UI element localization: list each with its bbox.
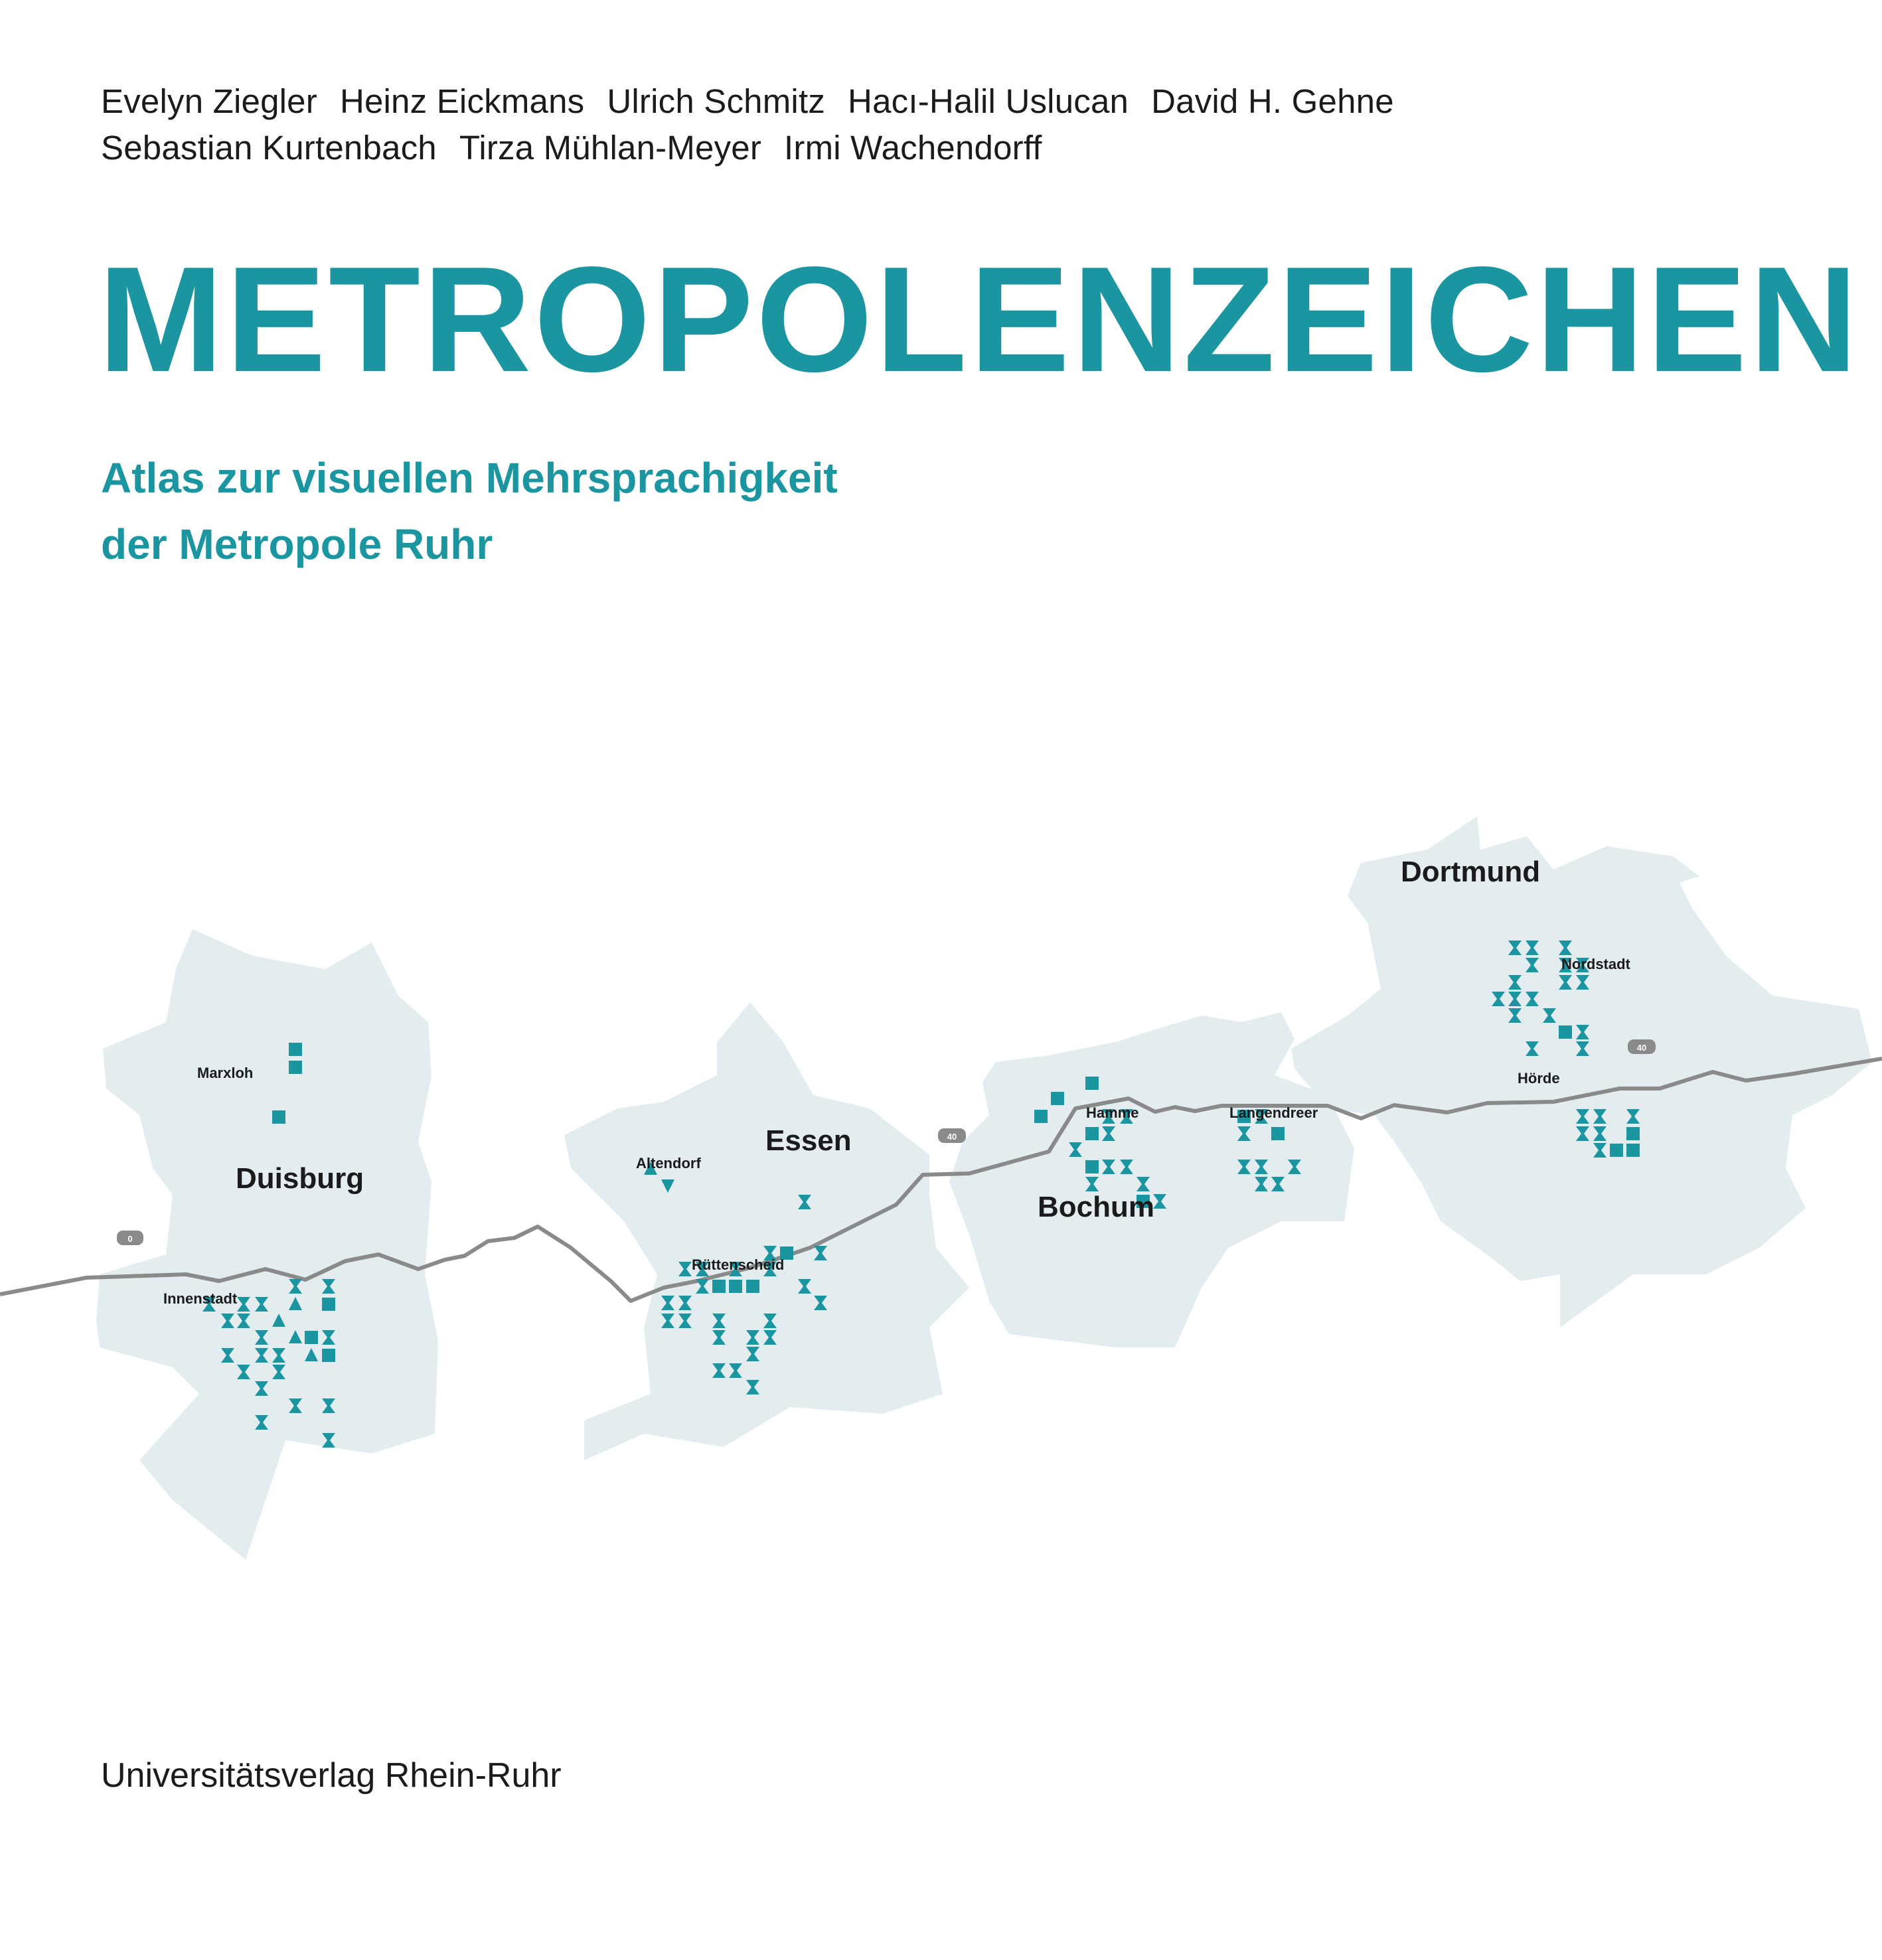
square-marker [1626,1144,1640,1157]
region-essen [564,1002,969,1460]
square-marker [322,1349,335,1362]
author-name: Heinz Eickmans [339,82,585,120]
district-label-ruettenscheid: Rüttenscheid [692,1256,785,1273]
city-label-dortmund: Dortmund [1401,856,1541,888]
author-name: Sebastian Kurtenbach [101,129,437,167]
author-name: Hacı-Halil Uslucan [848,82,1129,120]
district-label-innenstadt: Innenstadt [163,1290,238,1307]
square-marker [305,1331,318,1344]
square-marker [1626,1127,1640,1140]
square-marker [746,1280,759,1293]
svg-text:0: 0 [127,1234,133,1244]
svg-text:40: 40 [1636,1043,1647,1053]
district-label-marxloh: Marxloh [197,1065,254,1081]
region-duisburg [96,929,438,1560]
square-marker [1271,1127,1285,1140]
square-marker [729,1280,742,1293]
author-name: Evelyn Ziegler [101,82,317,120]
ruhr-map [0,796,1882,1593]
author-line-1 [101,78,1417,125]
square-marker [289,1061,302,1074]
square-marker [1034,1110,1048,1123]
district-label-hamme: Hamme [1086,1104,1139,1121]
book-title: METROPOLENZEICHEN [98,235,1861,403]
author-name: Irmi Wachendorff [784,129,1042,167]
city-label-bochum: Bochum [1038,1191,1154,1223]
subtitle-line-2: der Metropole Ruhr [101,520,493,568]
subtitle-line-1: Atlas zur visuellen Mehrsprachigkeit [101,454,838,502]
square-marker [712,1280,726,1293]
author-list [101,78,1417,171]
district-label-langendreer: Langendreer [1229,1104,1318,1121]
region-dortmund [1291,816,1872,1327]
author-name: David H. Gehne [1151,82,1394,120]
author-line-2 [101,125,1417,171]
svg-text:40: 40 [947,1132,957,1142]
road-badge [117,1231,143,1245]
city-label-essen: Essen [765,1124,852,1157]
district-label-altendorf: Altendorf [636,1155,701,1171]
book-subtitle [101,445,838,577]
author-name: Tirza Mühlan-Meyer [459,129,762,167]
city-label-duisburg: Duisburg [236,1162,364,1195]
district-label-nordstadt: Nordstadt [1561,956,1630,972]
road-badge [1628,1039,1656,1054]
author-name: Ulrich Schmitz [607,82,826,120]
square-marker [1610,1144,1623,1157]
square-marker [272,1110,285,1124]
publisher-name: Universitätsverlag Rhein-Ruhr [101,1756,562,1795]
square-marker [322,1298,335,1311]
square-marker [1085,1160,1099,1173]
road-badge [938,1128,966,1143]
square-marker [1085,1077,1099,1090]
district-label-hoerde: Hörde [1518,1070,1560,1087]
square-marker [289,1043,302,1056]
square-marker [1559,1025,1572,1039]
square-marker [1085,1127,1099,1140]
square-marker [1051,1092,1064,1105]
